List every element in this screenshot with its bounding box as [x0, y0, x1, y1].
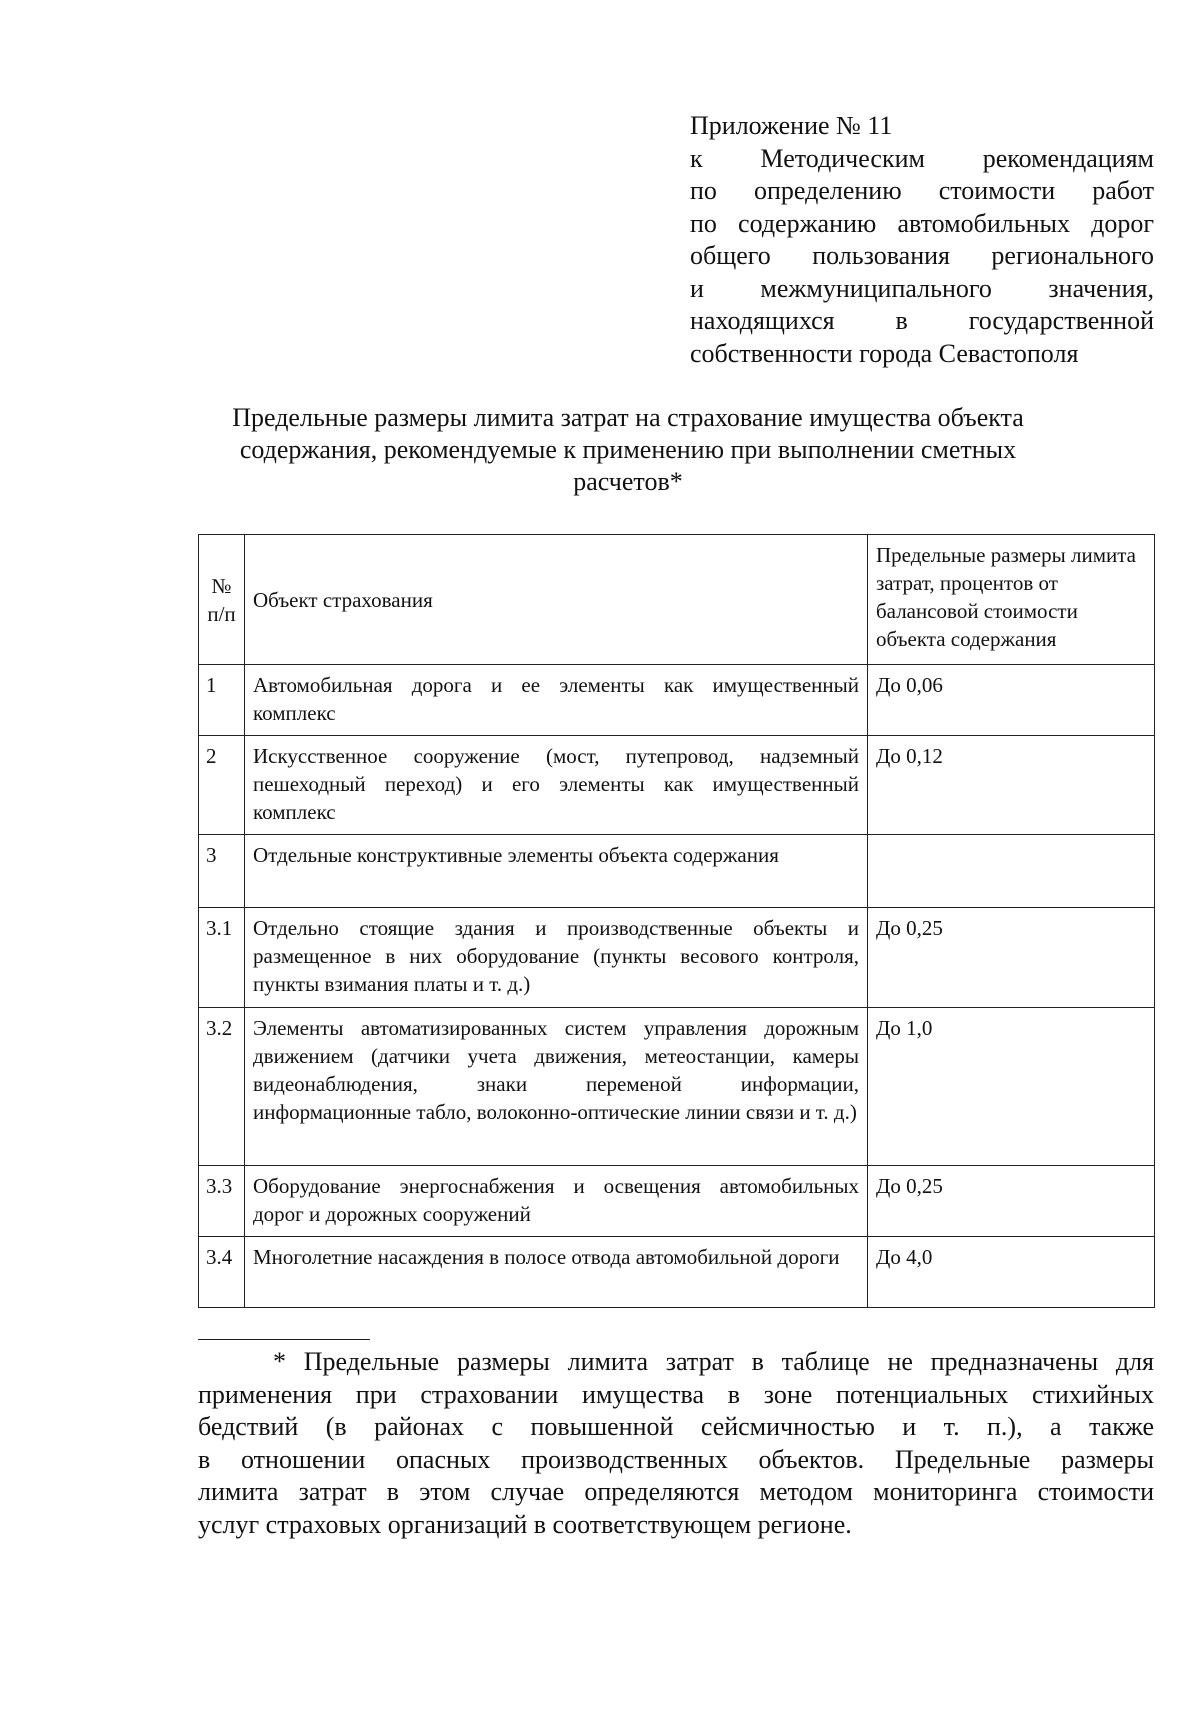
row-number: 2: [199, 736, 245, 835]
row-object: Многолетние насаждения в полосе отвода автомобильной дороги: [245, 1237, 868, 1308]
row-number: 3: [199, 835, 245, 908]
row-number: 3.4: [199, 1237, 245, 1308]
document-title-line: расчетов*: [573, 467, 683, 496]
row-object: Отдельно стоящие здания и производственные объекты и размещенное в них оборудование (пункты весового контроля, пункты взимания платы и т. д.): [245, 908, 868, 1008]
limits-table: [198, 534, 1155, 1308]
row-limit: До 1,0: [868, 1008, 1155, 1166]
row-number: 1: [199, 665, 245, 736]
appendix-line: к Методическим рекомендациям: [690, 143, 1154, 173]
table-row: [199, 1166, 1155, 1237]
document-title-line: Предельные размеры лимита затрат на страхование имущества объекта: [232, 403, 1024, 432]
appendix-line: собственности города Севастополя: [690, 338, 1079, 368]
footnote-line: бедствий (в районах с повышенной сейсмичностью и т. п.), а также: [198, 1412, 1154, 1441]
table-row: [199, 1237, 1155, 1308]
footnote-line: в отношении опасных производственных объектов. Предельные размеры: [198, 1444, 1154, 1474]
row-limit: До 0,06: [868, 665, 1155, 736]
document-title: [200, 402, 1056, 498]
row-number: 3.3: [199, 1166, 245, 1237]
footnote: [198, 1346, 1154, 1541]
row-object: Элементы автоматизированных систем управления дорожным движением (датчики учета движения, метеостанции, камеры видеонаблюдения, знаки переменой информации, информационные табло, волоконно-оптические линии связи и т. д.): [245, 1008, 868, 1166]
table-row: [199, 736, 1155, 835]
appendix-title: Приложение № 11: [690, 111, 893, 140]
limits-table-wrapper: [198, 534, 1155, 1308]
footnote-divider: [198, 1339, 370, 1340]
appendix-header: [690, 110, 1154, 370]
footnote-line: * Предельные размеры лимита затрат в таблице не предназначены для: [273, 1347, 1154, 1376]
row-limit: До 0,25: [868, 908, 1155, 1008]
row-limit: До 4,0: [868, 1237, 1155, 1308]
row-limit: До 0,12: [868, 736, 1155, 835]
table-row: [199, 835, 1155, 908]
appendix-line: общего пользования регионального: [690, 241, 1154, 270]
row-object: Оборудование энергоснабжения и освещения автомобильных дорог и дорожных сооружений: [245, 1166, 868, 1237]
table-header-row: [199, 535, 1155, 665]
row-number: 3.1: [199, 908, 245, 1008]
row-limit: До 0,25: [868, 1166, 1155, 1237]
header-number: № п/п: [199, 535, 245, 665]
footnote-line: применения при страховании имущества в зоне потенциальных стихийных: [198, 1379, 1154, 1409]
row-number: 3.2: [199, 1008, 245, 1166]
table-row: [199, 908, 1155, 1008]
table-row: [199, 665, 1155, 736]
row-object: Отдельные конструктивные элементы объекта содержания: [245, 835, 868, 908]
row-object: Автомобильная дорога и ее элементы как имущественный комплекс: [245, 665, 868, 736]
appendix-line: и межмуниципального значения,: [690, 273, 1154, 303]
header-limit: Предельные размеры лимита затрат, процентов от балансовой стоимости объекта содержания: [868, 535, 1155, 665]
appendix-line: по определению стоимости работ: [690, 176, 1154, 205]
footnote-line: услуг страховых организаций в соответствующем регионе.: [198, 1509, 852, 1539]
appendix-line: по содержанию автомобильных дорог: [690, 208, 1154, 238]
document-title-line: содержания, рекомендуемые к применению при выполнении сметных: [239, 435, 1017, 464]
footnote-line: лимита затрат в этом случае определяются методом мониторинга стоимости: [198, 1477, 1154, 1506]
appendix-line: находящихся в государственной: [690, 306, 1154, 335]
table-row: [199, 1008, 1155, 1166]
row-object: Искусственное сооружение (мост, путепровод, надземный пешеходный переход) и его элементы как имущественный комплекс: [245, 736, 868, 835]
header-object: Объект страхования: [245, 535, 868, 665]
row-limit: [868, 835, 1155, 908]
